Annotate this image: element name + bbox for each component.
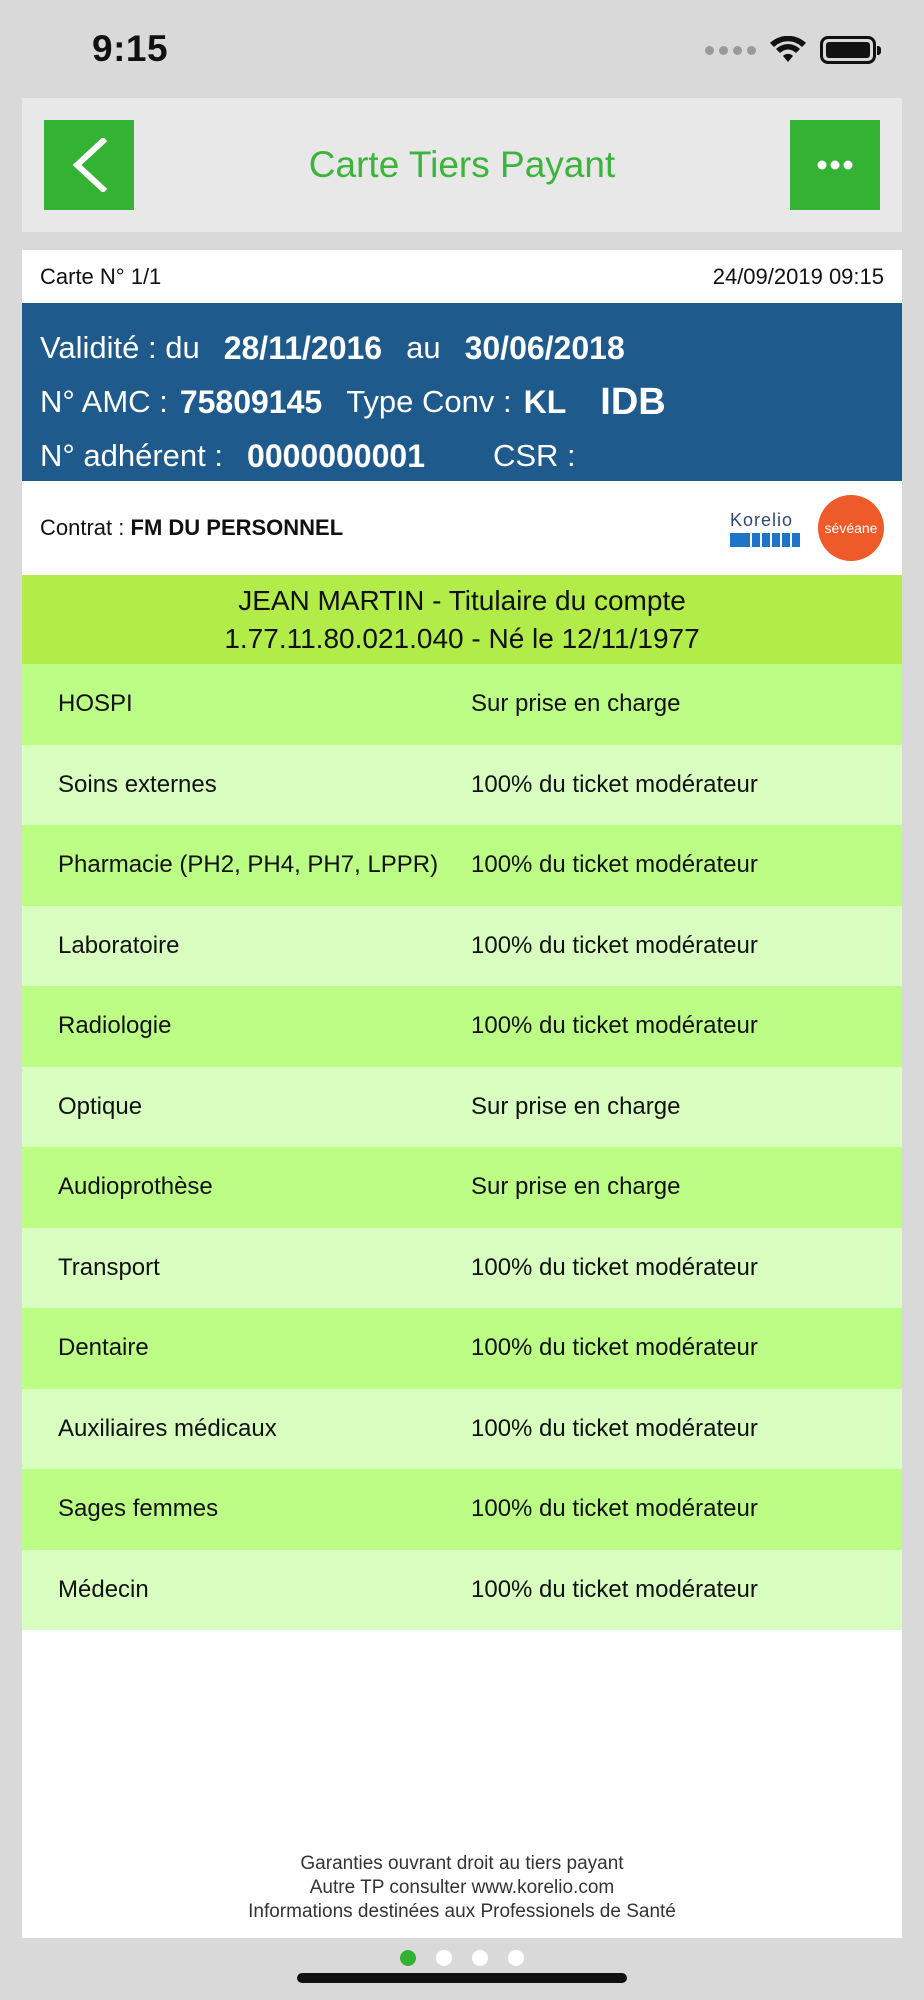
- coverage-value: 100% du ticket modérateur: [471, 1575, 758, 1603]
- chevron-left-icon: [69, 138, 109, 192]
- coverage-row: [22, 1147, 902, 1228]
- page-dot[interactable]: [436, 1950, 452, 1966]
- contract-name: FM DU PERSONNEL: [130, 515, 344, 540]
- coverage-value: 100% du ticket modérateur: [471, 1253, 758, 1281]
- card-number: Carte N° 1/1: [40, 263, 162, 289]
- page-dot[interactable]: [472, 1950, 488, 1966]
- card-info-band: [22, 303, 902, 481]
- coverage-row: [22, 1550, 902, 1631]
- member-line: [40, 429, 884, 483]
- member-label: N° adhérent :: [40, 438, 224, 473]
- coverage-label: Soins externes: [58, 770, 217, 798]
- contract: [40, 515, 343, 541]
- validity-label: Validité : du: [40, 330, 200, 365]
- member-number: 0000000001: [247, 437, 425, 474]
- contract-label: Contrat :: [40, 515, 125, 540]
- korelio-logo-text: Korelio: [730, 509, 794, 530]
- coverage-value: 100% du ticket modérateur: [471, 1334, 758, 1362]
- seveane-logo: [818, 495, 884, 561]
- coverage-row: [22, 825, 902, 906]
- amc-number: 75809145: [179, 383, 323, 420]
- coverage-row: [22, 664, 902, 745]
- amc-line: [40, 375, 884, 429]
- card-datetime: 24/09/2019 09:15: [712, 263, 884, 289]
- coverage-label: Dentaire: [58, 1334, 149, 1362]
- page-dot[interactable]: [508, 1950, 524, 1966]
- coverage-label: HOSPI: [58, 690, 133, 718]
- validity-line: [40, 321, 884, 375]
- coverage-label: Sages femmes: [58, 1495, 219, 1523]
- coverage-value: 100% du ticket modérateur: [471, 931, 758, 959]
- coverage-row: [22, 1389, 902, 1470]
- korelio-logo: [730, 510, 800, 547]
- battery-icon: [820, 36, 876, 64]
- account-holder: [22, 575, 902, 664]
- holder-id: 1.77.11.80.021.040 - Né le 12/11/1977: [224, 622, 700, 654]
- validity-to-label: au: [406, 330, 441, 365]
- conv-label: Type Conv :: [346, 384, 512, 419]
- holder-name: JEAN MARTIN - Titulaire du compte: [238, 584, 686, 616]
- back-button[interactable]: [44, 120, 134, 210]
- tiers-payant-card: [22, 250, 902, 1938]
- coverage-label: Laboratoire: [58, 931, 180, 959]
- footer-line: Garanties ouvrant droit au tiers payant: [300, 1853, 624, 1874]
- coverage-label: Audioprothèse: [58, 1173, 213, 1201]
- more-options-button[interactable]: [790, 120, 880, 210]
- home-indicator[interactable]: [297, 1973, 627, 1983]
- footer-line: Autre TP consulter www.korelio.com: [309, 1877, 615, 1898]
- partner-logos: [730, 495, 884, 561]
- contract-row: [22, 481, 902, 575]
- page-indicator[interactable]: [0, 1950, 924, 1966]
- coverage-row: [22, 986, 902, 1067]
- footer-line: Informations destinées aux Professionels de Santé: [248, 1901, 676, 1922]
- coverage-value: 100% du ticket modérateur: [471, 851, 758, 879]
- status-icons: [705, 32, 876, 68]
- cellular-signal-icon: [705, 46, 756, 55]
- card-top-row: [22, 250, 902, 303]
- coverage-row: [22, 1469, 902, 1550]
- coverage-row: [22, 745, 902, 826]
- coverage-label: Radiologie: [58, 1012, 172, 1040]
- page-title: Carte Tiers Payant: [308, 144, 616, 185]
- idb-code: IDB: [600, 380, 666, 423]
- coverage-value: Sur prise en charge: [471, 1092, 681, 1120]
- coverage-label: Pharmacie (PH2, PH4, PH7, LPPR): [58, 851, 439, 879]
- csr-label: CSR :: [492, 438, 576, 473]
- coverage-row: [22, 1067, 902, 1148]
- coverage-value: Sur prise en charge: [471, 690, 681, 718]
- wifi-icon: [770, 36, 806, 64]
- status-bar: [0, 0, 924, 100]
- coverage-row: [22, 1308, 902, 1389]
- coverage-label: Optique: [58, 1092, 143, 1120]
- coverage-value: Sur prise en charge: [471, 1173, 681, 1201]
- coverage-value: 100% du ticket modérateur: [471, 1012, 758, 1040]
- coverage-label: Médecin: [58, 1575, 149, 1603]
- coverage-value: 100% du ticket modérateur: [471, 1414, 758, 1442]
- validity-to: 30/06/2018: [464, 329, 625, 366]
- coverage-label: Transport: [58, 1253, 160, 1281]
- coverage-row: [22, 1228, 902, 1309]
- coverage-row: [22, 906, 902, 987]
- coverage-value: 100% du ticket modérateur: [471, 770, 758, 798]
- amc-label: N° AMC :: [40, 384, 168, 419]
- page-dot-active[interactable]: [400, 1950, 416, 1966]
- footer-notes: [22, 1852, 902, 1924]
- status-time: 9:15: [92, 28, 169, 69]
- coverage-label: Auxiliaires médicaux: [58, 1414, 277, 1442]
- conv-type: KL: [523, 383, 567, 420]
- app-header: [22, 98, 902, 232]
- more-dots-icon: [817, 160, 853, 170]
- seveane-logo-text: sévéane: [824, 520, 878, 536]
- coverage-value: 100% du ticket modérateur: [471, 1495, 758, 1523]
- coverage-table: [22, 664, 902, 1630]
- validity-from: 28/11/2016: [223, 329, 383, 366]
